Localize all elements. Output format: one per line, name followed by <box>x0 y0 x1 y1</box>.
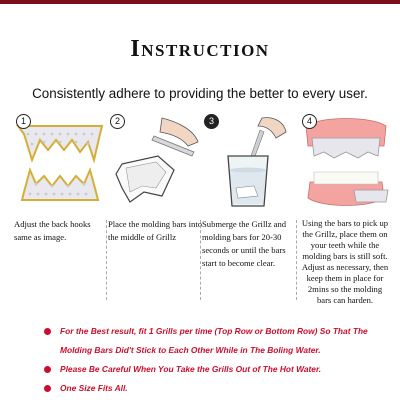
boiling-water-glass-image <box>202 112 294 212</box>
gold-grillz-image <box>14 112 106 212</box>
molding-bars-image <box>108 112 200 212</box>
teeth-model-image <box>300 112 392 212</box>
bullet-dot-icon <box>44 328 51 335</box>
step-text: Submerge the Grillz and molding bars for 20-30 seconds or until the bars start to become clear. <box>202 219 287 268</box>
step-2 <box>108 112 203 242</box>
step-4 <box>300 112 392 305</box>
step-number-badge: 3 <box>204 114 219 129</box>
column-divider <box>106 220 108 300</box>
step-text: Using the bars to pick up the Grillz, place them on your teeth while the molding bars is still soft. Adjust as necessary, then keep them in place for 2mins so the molding bars can harden. <box>301 218 389 305</box>
notes-list <box>44 322 394 398</box>
bullet-dot-icon <box>44 366 51 373</box>
note-item <box>44 360 394 379</box>
page-title: Instruction <box>130 36 270 62</box>
note-item <box>44 322 394 360</box>
top-border-bar <box>0 0 400 4</box>
note-item <box>44 379 394 398</box>
step-text: Adjust the back hooks same as image. <box>14 219 91 242</box>
note-text: One Size Fits All. <box>60 383 128 393</box>
column-divider <box>296 220 298 300</box>
note-text: Please Be Careful When You Take the Grills Out of The Hot Water. <box>60 364 322 374</box>
step-text: Place the molding bars into the middle of Grillz <box>108 219 203 242</box>
step-1 <box>14 112 106 242</box>
step-3 <box>202 112 294 268</box>
bullet-dot-icon <box>44 385 51 392</box>
step-number-badge: 2 <box>110 114 125 129</box>
note-text: For the Best result, fit 1 Grills per time (Top Row or Bottom Row) So That The Molding Bars Did't Stick to Each Other While in The Boling Water. <box>60 326 368 355</box>
step-number-badge: 1 <box>16 114 31 129</box>
page-subtitle: Consistently adhere to providing the better to every user. <box>32 86 368 101</box>
column-divider <box>200 220 202 300</box>
step-number-badge: 4 <box>302 114 317 129</box>
